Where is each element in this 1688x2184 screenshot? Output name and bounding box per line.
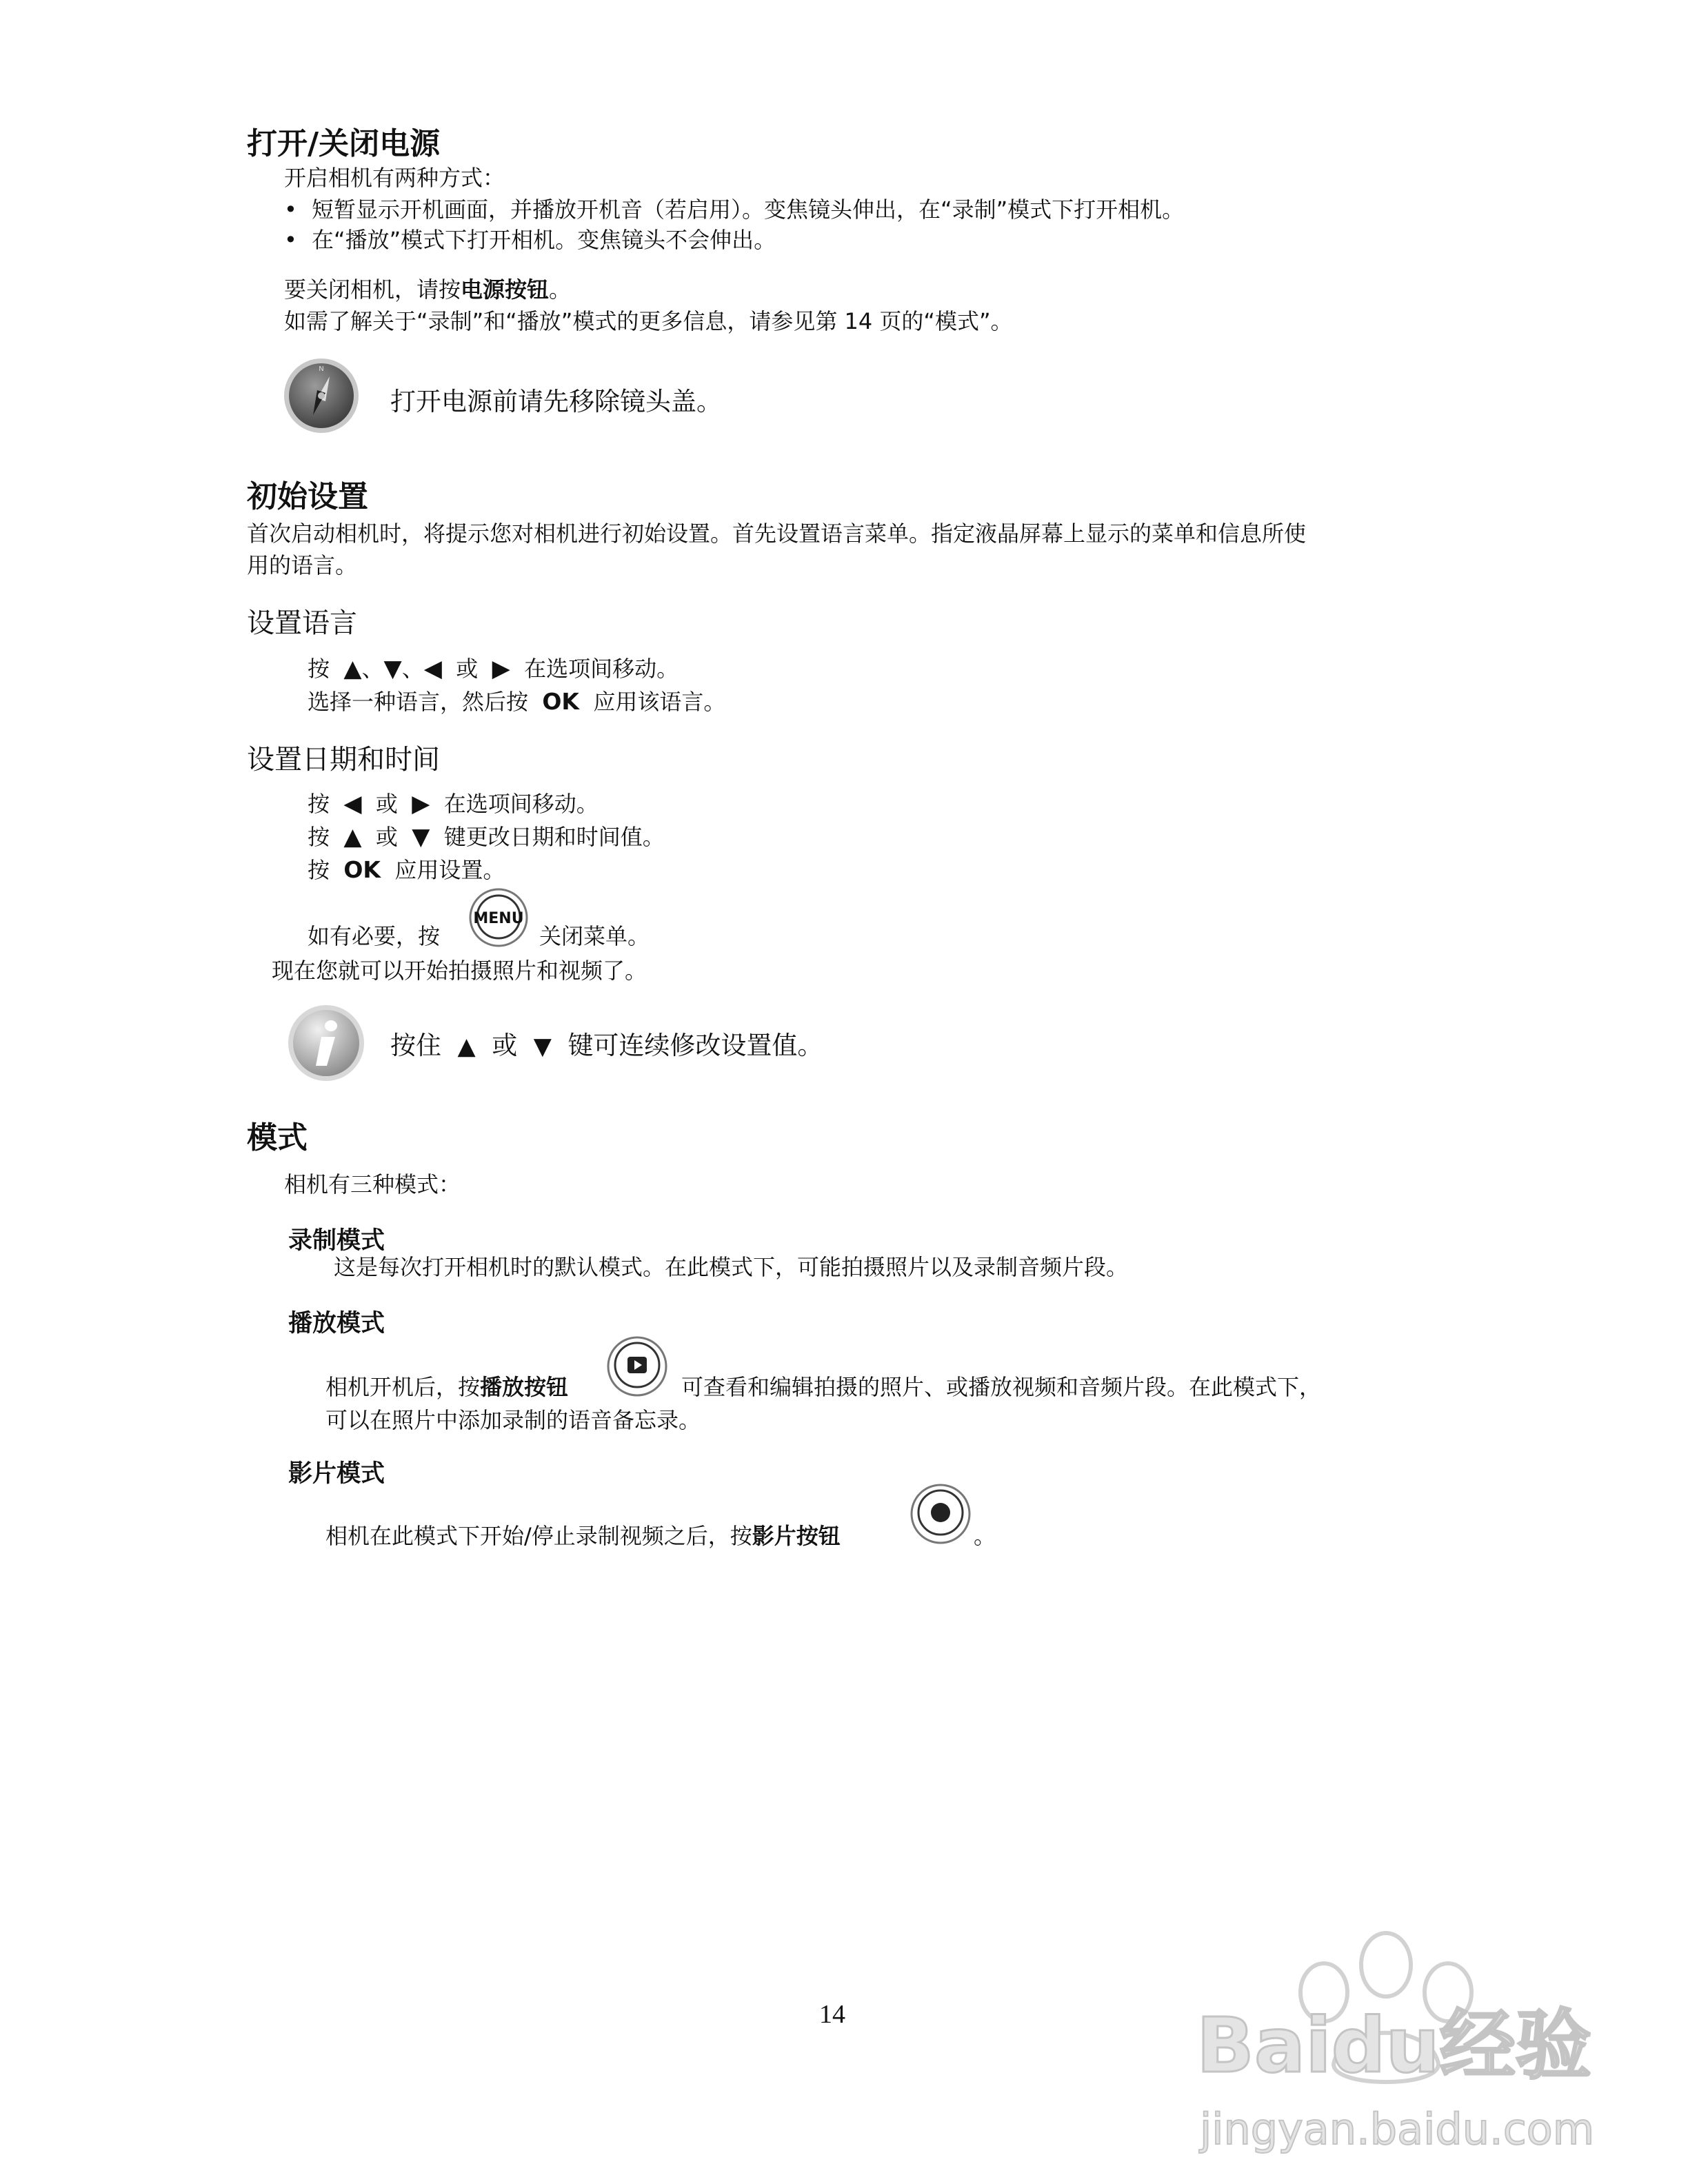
power-bullet-2: 在“播放”模式下打开相机。变焦镜头不会伸出。 <box>312 227 776 253</box>
play-mode-post: 可查看和编辑拍摄的照片、或播放视频和音频片段。在此模式下， <box>681 1374 1322 1400</box>
power-intro: 开启相机有两种方式： <box>284 165 505 191</box>
power-more-info: 如需了解关于“录制”和“播放”模式的更多信息，请参见第 14 页的“模式”。 <box>284 308 1013 334</box>
text-press: 按 <box>308 824 330 850</box>
movie-record-button-icon <box>909 1482 972 1546</box>
tip-tail: 键可连续修改设置值。 <box>567 1031 823 1060</box>
play-mode-title: 播放模式 <box>288 1310 385 1337</box>
initial-intro-line-2: 用的语言。 <box>247 552 358 578</box>
left-arrow-icon: ◀ <box>343 790 362 818</box>
subsection-title-datetime: 设置日期和时间 <box>247 744 440 776</box>
record-mode-title: 录制模式 <box>288 1227 385 1255</box>
up-arrow-icon: ▲ <box>343 655 362 682</box>
menu-button-label: MENU <box>473 910 524 927</box>
right-arrow-icon: ▶ <box>412 790 430 818</box>
text-move: 在选项间移动。 <box>443 791 599 817</box>
section-title-initial: 初始设置 <box>247 479 368 514</box>
text-move: 在选项间移动。 <box>524 656 679 682</box>
power-off-suffix: 。 <box>549 276 572 303</box>
language-apply-instruction <box>308 687 725 717</box>
separator: 、 <box>401 656 424 682</box>
datetime-nav-instruction <box>308 789 599 819</box>
menu-button-icon <box>468 887 530 949</box>
initial-intro-line-1: 首次启动相机时，将提示您对相机进行初始设置。首先设置语言菜单。指定液晶屏幕上显示的菜单和信息所使 <box>247 520 1307 547</box>
baidu-watermark-logo <box>1186 1889 1600 2165</box>
menu-close-post: 关闭菜单。 <box>539 923 650 949</box>
menu-close-pre: 如有必要，按 <box>308 923 441 949</box>
text-or: 或 <box>375 791 398 817</box>
down-arrow-icon: ▼ <box>383 655 402 682</box>
power-off-text <box>284 274 571 305</box>
down-arrow-icon: ▼ <box>533 1033 552 1060</box>
movie-mode-text <box>325 1521 841 1551</box>
compass-note-icon <box>281 356 361 436</box>
down-arrow-icon: ▼ <box>412 823 430 851</box>
play-button-name: 播放按钮 <box>480 1374 569 1400</box>
movie-mode-title: 影片模式 <box>288 1460 385 1488</box>
watermark-url: jingyan.baidu.com <box>1200 2104 1595 2154</box>
text-apply-settings: 应用设置。 <box>394 857 505 883</box>
movie-mode-post: 。 <box>974 1523 996 1549</box>
info-tip-icon <box>285 1002 367 1084</box>
text-press: 按 <box>308 791 330 817</box>
datetime-apply-instruction <box>308 855 505 885</box>
language-nav-instruction <box>308 654 679 684</box>
ok-key-label: OK <box>542 688 579 715</box>
subsection-title-language: 设置语言 <box>247 607 357 639</box>
text-select: 选择一种语言，然后按 <box>308 689 529 715</box>
play-mode-pre <box>325 1372 568 1402</box>
play-mode-line-2: 可以在照片中添加录制的语音备忘录。 <box>325 1407 701 1433</box>
modes-intro: 相机有三种模式： <box>284 1171 461 1197</box>
play-pre-text: 相机开机后，按 <box>325 1374 481 1400</box>
tip-or: 或 <box>492 1031 518 1060</box>
tip-text <box>390 1024 823 1062</box>
section-title-power: 打开/关闭电源 <box>247 126 441 161</box>
datetime-change-instruction <box>308 822 665 852</box>
tip-press-hold: 按住 <box>390 1031 441 1060</box>
bullet-marker: • <box>284 227 297 253</box>
record-mode-desc: 这是每次打开相机时的默认模式。在此模式下，可能拍摄照片以及录制音频片段。 <box>334 1254 1129 1280</box>
movie-pre-text: 相机在此模式下开始/停止录制视频之后，按 <box>325 1523 752 1549</box>
text-change: 键更改日期和时间值。 <box>443 824 665 850</box>
svg-text:N: N <box>319 365 324 373</box>
ready-to-shoot: 现在您就可以开始拍摄照片和视频了。 <box>272 958 647 984</box>
text-apply: 应用该语言。 <box>593 689 726 715</box>
ok-key-label: OK <box>343 856 381 883</box>
right-arrow-icon: ▶ <box>492 655 510 682</box>
left-arrow-icon: ◀ <box>423 655 442 682</box>
text-press: 按 <box>308 857 330 883</box>
page-number: 14 <box>819 2000 845 2029</box>
text-press: 按 <box>308 656 330 682</box>
power-off-prefix: 要关闭相机，请按 <box>284 276 461 303</box>
separator: 、 <box>361 656 384 682</box>
watermark-logo-text: Baidu经验 <box>1196 2001 1591 2090</box>
bullet-marker: • <box>284 196 297 223</box>
play-button-icon <box>605 1335 669 1398</box>
up-arrow-icon: ▲ <box>343 823 362 851</box>
section-title-modes: 模式 <box>247 1120 308 1155</box>
text-or: 或 <box>456 656 479 682</box>
power-note-text: 打开电源前请先移除镜头盖。 <box>390 387 722 416</box>
power-bullet-1: 短暂显示开机画面，并播放开机音（若启用）。变焦镜头伸出，在“录制”模式下打开相机。 <box>312 196 1185 223</box>
power-button-name: 电源按钮 <box>461 276 550 303</box>
text-or: 或 <box>375 824 398 850</box>
movie-button-name: 影片按钮 <box>752 1523 841 1549</box>
up-arrow-icon: ▲ <box>457 1033 476 1060</box>
